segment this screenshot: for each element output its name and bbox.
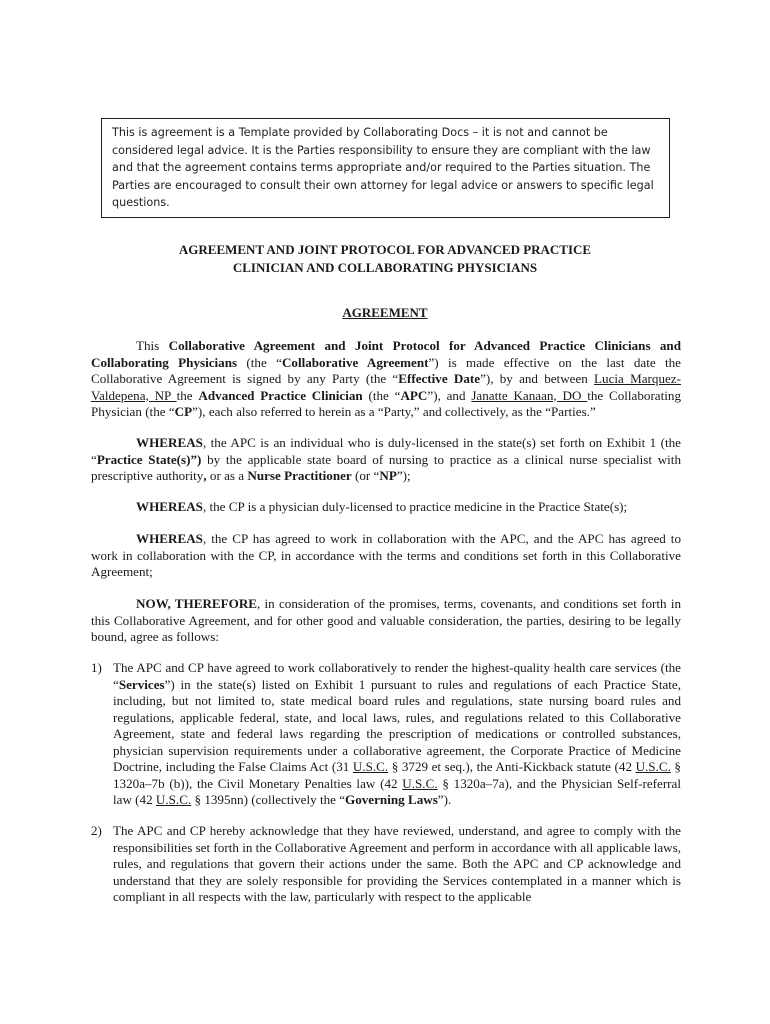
text-run: , <box>203 468 207 483</box>
item-body <box>113 660 681 809</box>
text-run: the <box>176 387 199 403</box>
usc-reference: U.S.C. <box>402 775 438 791</box>
whereas-label: WHEREAS <box>136 435 203 450</box>
defined-term: Services <box>118 676 165 692</box>
text-run: the Collaborating Physician (the “ <box>91 387 681 419</box>
list-item-1 <box>91 660 681 809</box>
text-run: ”), and <box>427 387 472 403</box>
text-run: ”), by and between <box>480 371 595 386</box>
whereas-label: WHEREAS <box>136 499 203 514</box>
template-disclaimer-box <box>101 118 670 218</box>
text-run: , in consideration of the promises, terms, covenants, and conditions set forth in this Collaborative Agreement, and for other good and valuable consideration, the parties, desiring to be legally bound, agree as follows: <box>91 596 681 644</box>
whereas-paragraph-1 <box>91 435 681 485</box>
disclaimer-text: This is agreement is a Template provided by Collaborating Docs – it is not and cannot be considered legal advice. It is the Parties responsibility to ensure they are compliant with the law and that the agreement contains terms appropriate and/or required to the Parties situation. The Parties are encouraged to consult their own attorney for legal advice or answers to specific legal questions. <box>112 126 654 210</box>
text-run: by the applicable state board of nursing to practice as a clinical nurse specialist with prescriptive authority <box>91 451 681 483</box>
agreement-name: Collaborative Agreement and Joint Protocol for Advanced Practice Clinicians and Collaborating Physicians <box>91 338 681 370</box>
title-line-2: CLINICIAN AND COLLABORATING PHYSICIANS <box>232 260 538 275</box>
text-run: , the CP is a physician duly-licensed to practice medicine in the Practice State(s); <box>202 499 628 514</box>
text-run: § 3729 et seq.), the Anti-Kickback statute (42 <box>388 759 636 774</box>
now-therefore-label: NOW, THEREFORE <box>136 596 258 611</box>
text-run: ”) is made effective on the last date the Collaborative Agreement is signed by any Party (the “ <box>91 354 681 386</box>
defined-term: Governing Laws <box>345 792 438 807</box>
defined-term: APC <box>400 387 428 403</box>
text-run: , the CP has agreed to work in collaboration with the APC, and the APC has agreed to work in collaboration with the CP, in accordance with the terms and conditions set forth in this Collaborative Agreement; <box>91 531 681 579</box>
text-run: This <box>136 338 169 353</box>
whereas-label: WHEREAS <box>136 531 203 546</box>
text-run: (the “ <box>237 354 282 370</box>
text-run: ”), each also referred to herein as a “Party,” and collectively, as the “Parties.” <box>192 404 596 419</box>
list-item-2 <box>91 823 681 906</box>
text-run: § 1395nn) (collectively the “ <box>191 792 346 807</box>
cp-name-field: Janatte Kanaan, DO <box>471 387 588 403</box>
text-run: § 1320a–7a), and the Physician Self-referral law (42 <box>113 775 681 807</box>
usc-reference: U.S.C. <box>352 759 389 774</box>
defined-term: NP <box>379 468 397 483</box>
text-run: ”). <box>437 792 452 807</box>
text-run: (the “ <box>362 387 401 403</box>
usc-reference: U.S.C. <box>635 759 671 774</box>
document-title <box>90 241 680 277</box>
text-run: ”) in the state(s) listed on Exhibit 1 pursuant to rules and regulations of each Practice State, including, but not limited to, state medical board rules and regulations, state nursing board rules and regulations, applicable federal, state, and local laws, rules, and regulations related to this Collaborative Agreement, state and federal laws regarding the prescription of medications or controlled substances, physician supervision requirements under a collaborative agreement, the Corporate Practice of Medicine Doctrine, including the False Claims Act (31 <box>113 676 681 774</box>
whereas-paragraph-3 <box>91 531 681 581</box>
intro-paragraph <box>91 338 681 421</box>
defined-term: Effective Date <box>398 371 481 386</box>
text-run: , the APC is an individual who is duly-licensed in the state(s) set forth on Exhibit 1 (the “ <box>91 435 681 467</box>
item-number: 2) <box>91 823 102 838</box>
defined-term: Nurse Practitioner <box>247 468 352 483</box>
defined-term: Advanced Practice Clinician <box>198 387 363 403</box>
usc-reference: U.S.C. <box>155 792 192 807</box>
item-number: 1) <box>91 660 102 675</box>
item-body: The APC and CP hereby acknowledge that they have reviewed, understand, and agree to comply with the responsibilities set forth in the Collaborative Agreement and perform in accordance with all applicable laws, rules, and regulations that govern their actions under the same. Both the APC and CP acknowledge and understand that they are solely responsible for providing the Services contemplated in a manner which is compliant in all respects with the law, particularly with respect to the applicable <box>113 823 681 904</box>
agreement-heading: AGREEMENT <box>342 305 428 320</box>
defined-term: CP <box>174 404 193 419</box>
text-run: § 1320a–7b (b)), the Civil Monetary Penalties law (42 <box>113 759 681 791</box>
now-therefore-paragraph <box>91 596 681 646</box>
apc-name-field: Lucia Marquez-Valdepena, NP <box>91 371 681 403</box>
defined-term: Collaborative Agreement <box>281 354 429 370</box>
title-line-1: AGREEMENT AND JOINT PROTOCOL FOR ADVANCED PRACTICE <box>178 242 592 257</box>
text-run: ”); <box>396 468 411 483</box>
text-run: or as a <box>206 468 248 483</box>
text-run: (or “ <box>351 468 380 483</box>
defined-term: Practice State(s)”) <box>96 451 202 467</box>
text-run: The APC and CP have agreed to work collaboratively to render the highest-quality health care services (the “ <box>113 660 681 692</box>
whereas-paragraph-2 <box>91 499 681 516</box>
